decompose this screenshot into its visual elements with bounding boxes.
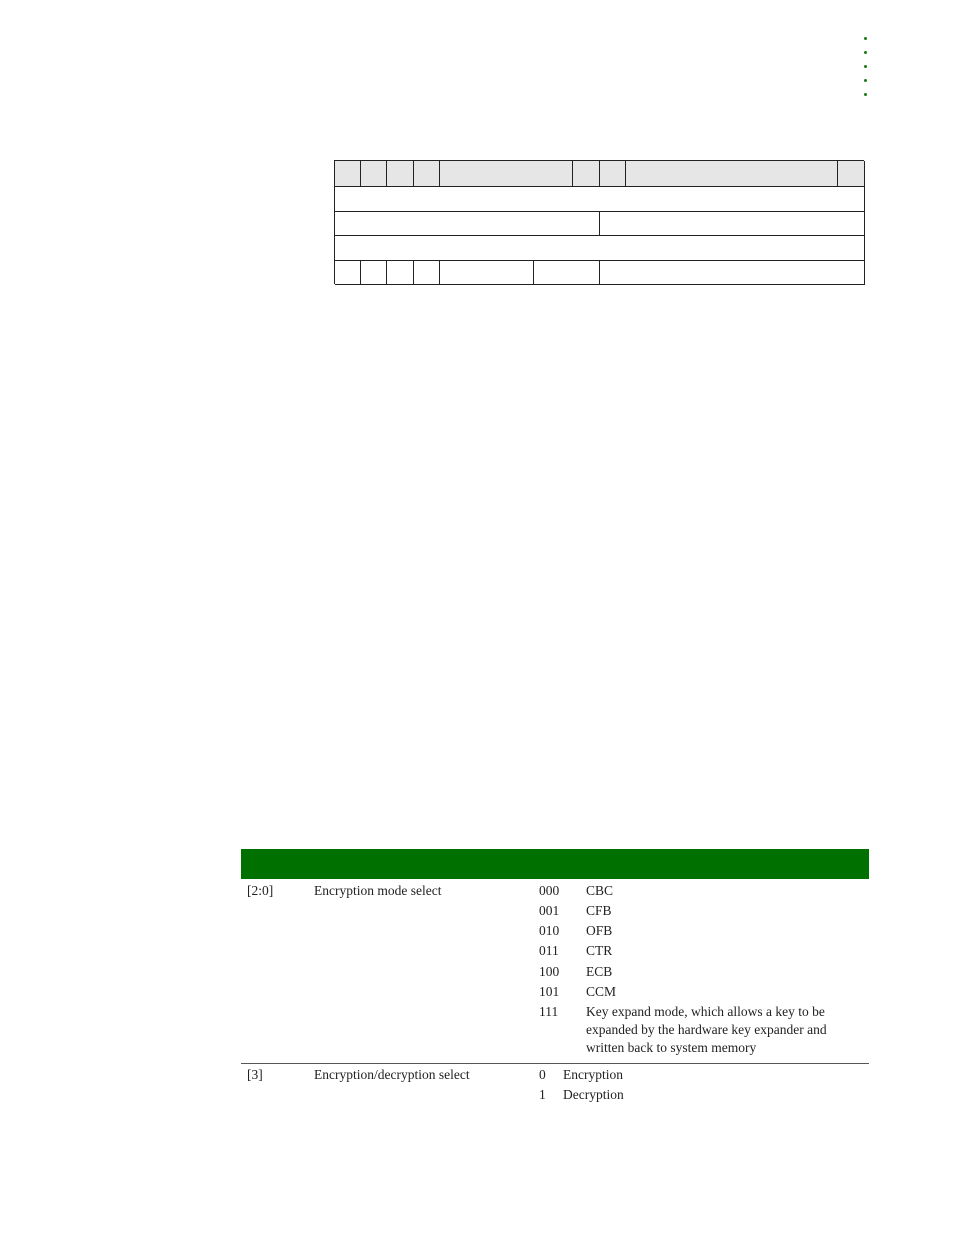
value-code: 010 xyxy=(539,923,560,938)
register-field-cell xyxy=(335,236,865,261)
value-meaning: Decryption xyxy=(563,1087,624,1102)
value-meaning: CBC xyxy=(586,883,614,898)
value-meaning: OFB xyxy=(586,923,613,938)
value-code: 0 xyxy=(539,1067,546,1082)
register-bit-cell xyxy=(838,161,865,187)
register-bit-cell xyxy=(414,161,440,187)
register-field-cell xyxy=(440,161,573,187)
register-field-cell xyxy=(335,212,600,236)
register-bit-cell xyxy=(335,261,361,285)
value-code: 001 xyxy=(539,903,560,918)
register-bit-cell xyxy=(414,261,440,285)
value-meaning: Key expand mode, which allows a key to be expanded by the hardware key expander and written back to system memory xyxy=(586,1004,827,1055)
register-field-cell xyxy=(335,187,865,212)
table-header-bar xyxy=(241,849,869,879)
register-bit-cell xyxy=(361,261,387,285)
value-meaning: ECB xyxy=(586,964,613,979)
register-layout-diagram xyxy=(334,160,864,284)
register-field-cell xyxy=(600,212,865,236)
register-bit-cell xyxy=(361,161,387,187)
value-code: 111 xyxy=(539,1004,559,1019)
register-field-cell xyxy=(626,161,838,187)
value-code: 101 xyxy=(539,984,560,999)
field-description: Encryption mode select xyxy=(314,883,442,898)
value-meaning: Encryption xyxy=(563,1067,623,1082)
value-meaning: CTR xyxy=(586,943,613,958)
field-bits: [3] xyxy=(247,1067,263,1082)
field-bits: [2:0] xyxy=(247,883,274,898)
value-code: 011 xyxy=(539,943,559,958)
value-meaning: CFB xyxy=(586,903,612,918)
margin-marker-dot xyxy=(864,65,867,68)
value-code: 1 xyxy=(539,1087,546,1102)
register-field-cell xyxy=(440,261,534,285)
margin-marker-dot xyxy=(864,51,867,54)
register-bit-cell xyxy=(387,261,414,285)
register-bit-cell xyxy=(573,161,600,187)
register-field-cell xyxy=(534,261,600,285)
margin-marker-dot xyxy=(864,93,867,96)
register-bit-cell xyxy=(387,161,414,187)
register-bit-cell xyxy=(600,161,626,187)
margin-marker-dot xyxy=(864,37,867,40)
register-field-cell xyxy=(600,261,865,285)
value-code: 000 xyxy=(539,883,560,898)
table-row-divider xyxy=(241,1063,869,1064)
value-code: 100 xyxy=(539,964,560,979)
value-meaning: CCM xyxy=(586,984,617,999)
margin-marker-dot xyxy=(864,79,867,82)
register-bit-cell xyxy=(335,161,361,187)
field-description: Encryption/decryption select xyxy=(314,1067,470,1082)
